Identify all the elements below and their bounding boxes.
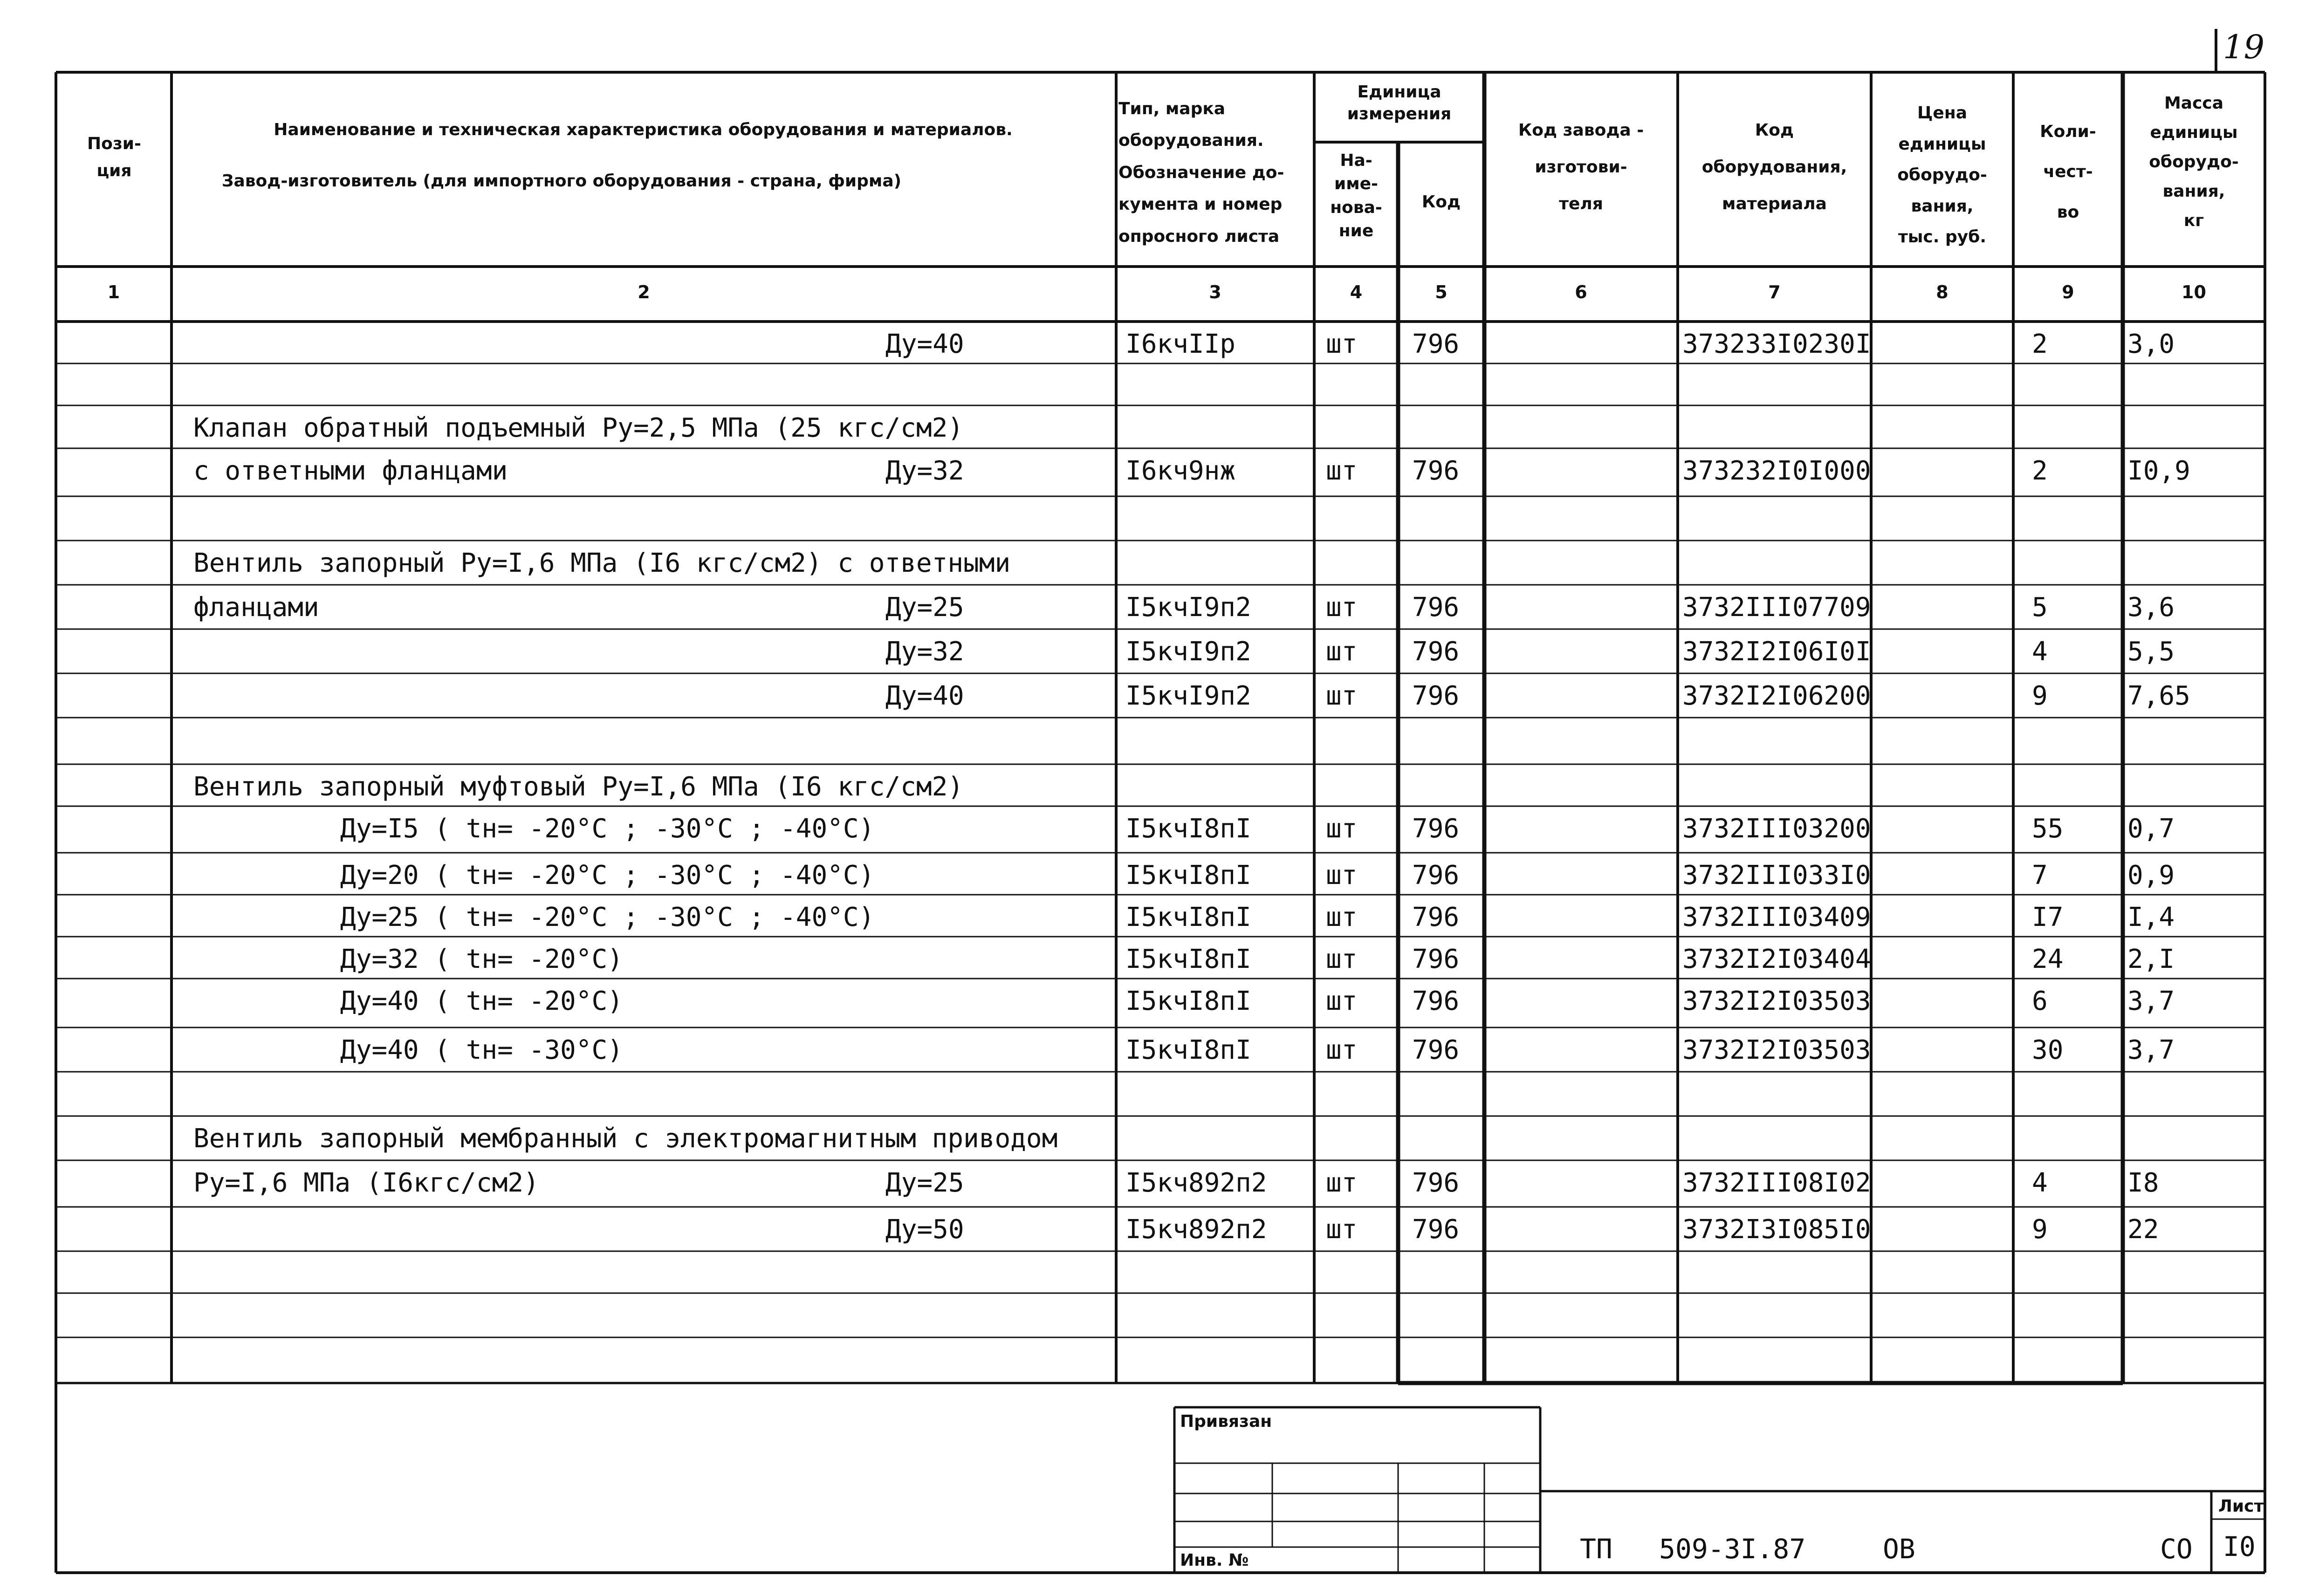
header-mass: Масса единицы оборудо- вания, кг [2149, 94, 2239, 230]
col-num-6: 6 [1575, 282, 1587, 302]
page-number: 19 [2223, 28, 2265, 66]
row-unit-code: 796 [1412, 860, 1460, 890]
row-mass: 3,7 [2127, 986, 2175, 1016]
col-num-10: 10 [2182, 282, 2206, 302]
row-type: I5кчI9п2 [1125, 637, 1251, 667]
row-equipment-code: 3732I3I085I0 [1682, 1214, 1871, 1245]
col-num-2: 2 [638, 282, 650, 302]
row-quantity: 24 [2032, 944, 2064, 974]
row-equipment-code: 373232I0I000 [1682, 456, 1871, 486]
header-type: Тип, марка оборудования. Обозначение до- кумента и номер опросного листа [1118, 99, 1284, 246]
row-unit: шт [1326, 592, 1358, 623]
row-unit: шт [1326, 329, 1358, 359]
row-mass: 5,5 [2127, 637, 2175, 667]
row-mass: 22 [2127, 1214, 2159, 1245]
inventory-label: Инв. № [1180, 1551, 1249, 1570]
row-mass: 7,65 [2127, 681, 2190, 711]
header-equipment-code: Код оборудования, материала [1701, 121, 1847, 214]
row-unit-code: 796 [1412, 1035, 1460, 1065]
row-type: I5кчI9п2 [1125, 681, 1251, 711]
row-quantity: 2 [2032, 456, 2048, 486]
row-type: I5кч892п2 [1125, 1214, 1267, 1245]
row-unit-code: 796 [1412, 944, 1460, 974]
header-name-line1: Наименование и техническая характеристика оборудования и материалов. [274, 120, 1013, 139]
row-mass: 0,7 [2127, 814, 2175, 844]
doc-prefix: ТП [1580, 1533, 1612, 1565]
row-equipment-code: 373233I0230I [1682, 329, 1871, 359]
section-code: СО [2160, 1533, 2193, 1565]
row-mass: I8 [2127, 1168, 2159, 1198]
row-quantity: 5 [2032, 592, 2048, 623]
row-type: I5кчI8пI [1125, 860, 1251, 890]
row-quantity: 6 [2032, 986, 2048, 1016]
row-unit-code: 796 [1412, 456, 1460, 486]
col-num-3: 3 [1209, 282, 1221, 302]
row-unit-code: 796 [1412, 637, 1460, 667]
row-equipment-code: 3732I2I06200 [1682, 681, 1871, 711]
row-name: Вентиль запорный мембранный с электромагнитным приводом [193, 1123, 1058, 1154]
row-type: I5кчI8пI [1125, 986, 1251, 1016]
row-quantity: 30 [2032, 1035, 2064, 1065]
row-name: Ду=32 ( tн= -20°C) [340, 944, 623, 974]
sheet-label: Лист [2218, 1497, 2264, 1516]
row-unit-code: 796 [1412, 902, 1460, 932]
row-equipment-code: 3732III08I02 [1682, 1168, 1871, 1198]
row-unit: шт [1326, 814, 1358, 844]
row-type: I5кчI8пI [1125, 902, 1251, 932]
row-diameter: Ду=40 [885, 681, 964, 711]
row-quantity: 4 [2032, 1168, 2048, 1198]
header-unit-name: На- име- нова- ние [1330, 151, 1382, 241]
row-unit: шт [1326, 1214, 1358, 1245]
row-unit: шт [1326, 456, 1358, 486]
row-unit: шт [1326, 986, 1358, 1016]
row-unit-code: 796 [1412, 681, 1460, 711]
bound-label: Привязан [1180, 1412, 1272, 1431]
header-position: Пози- ция [87, 134, 141, 180]
row-equipment-code: 3732I2I06I0I [1682, 637, 1871, 667]
row-unit-code: 796 [1412, 814, 1460, 844]
row-quantity: 55 [2032, 814, 2064, 844]
row-equipment-code: 3732III03200 [1682, 814, 1871, 844]
row-quantity: 7 [2032, 860, 2048, 890]
row-equipment-code: 3732I2I03503 [1682, 1035, 1871, 1065]
row-unit-code: 796 [1412, 592, 1460, 623]
doc-number: 509-3I.87 [1659, 1533, 1806, 1565]
header-name-line2: Завод-изготовитель (для импортного оборудования - страна, фирма) [221, 171, 902, 191]
row-type: I6кч9нж [1125, 456, 1236, 486]
row-mass: 3,6 [2127, 592, 2175, 623]
row-name: Вентиль запорный Ру=I,6 МПа (I6 кгс/см2) с ответными [193, 548, 1011, 578]
header-unit-group: Единица измерения [1347, 82, 1452, 123]
row-mass: I,4 [2127, 902, 2175, 932]
row-quantity: 9 [2032, 681, 2048, 711]
row-name: Ду=40 [885, 329, 964, 359]
row-quantity: I7 [2032, 902, 2064, 932]
row-equipment-code: 3732I2I03404 [1682, 944, 1871, 974]
row-name: с ответными фланцами [193, 456, 508, 486]
row-equipment-code: 3732III03409 [1682, 902, 1871, 932]
row-name: Ду=25 ( tн= -20°C ; -30°C ; -40°C) [340, 902, 875, 932]
col-num-8: 8 [1936, 282, 1948, 302]
row-quantity: 4 [2032, 637, 2048, 667]
row-unit-code: 796 [1412, 1214, 1460, 1245]
col-num-4: 4 [1350, 282, 1363, 302]
col-num-1: 1 [107, 282, 120, 302]
row-name: Ду=40 ( tн= -20°C) [340, 986, 623, 1016]
sheet-number: I0 [2223, 1531, 2256, 1562]
row-name: Клапан обратный подъемный Ру=2,5 МПа (25 кгс/см2) [193, 413, 964, 443]
row-unit-code: 796 [1412, 329, 1460, 359]
row-diameter: Ду=32 [885, 637, 964, 667]
row-mass: 3,7 [2127, 1035, 2175, 1065]
row-unit: шт [1326, 1035, 1358, 1065]
header-price: Цена единицы оборудо- вания, тыс. руб. [1897, 103, 1987, 247]
row-diameter: Ду=32 [885, 456, 964, 486]
row-name: Вентиль запорный муфтовый Ру=I,6 МПа (I6 кгс/см2) [193, 772, 964, 802]
row-type: I5кчI8пI [1125, 944, 1251, 974]
row-quantity: 9 [2032, 1214, 2048, 1245]
row-unit: шт [1326, 681, 1358, 711]
row-unit: шт [1326, 860, 1358, 890]
header-factory-code: Код завода - изготови- теля [1518, 121, 1644, 214]
row-quantity: 2 [2032, 329, 2048, 359]
col-num-9: 9 [2062, 282, 2074, 302]
row-unit-code: 796 [1412, 986, 1460, 1016]
row-mass: I0,9 [2127, 456, 2190, 486]
header-quantity: Коли- чест- во [2040, 122, 2096, 222]
row-unit-code: 796 [1412, 1168, 1460, 1198]
row-diameter: Ду=50 [885, 1214, 964, 1245]
row-mass: 3,0 [2127, 329, 2175, 359]
col-num-7: 7 [1768, 282, 1781, 302]
row-equipment-code: 3732I2I03503 [1682, 986, 1871, 1016]
row-name: Ру=I,6 МПа (I6кгс/см2) [193, 1168, 539, 1198]
row-type: I5кчI8пI [1125, 1035, 1251, 1065]
row-diameter: Ду=25 [885, 1168, 964, 1198]
row-name: Ду=20 ( tн= -20°C ; -30°C ; -40°C) [340, 860, 875, 890]
row-type: I6кчIIр [1125, 329, 1236, 359]
header-unit-code: Код [1421, 192, 1461, 212]
row-name: Ду=40 ( tн= -30°C) [340, 1035, 623, 1065]
row-diameter: Ду=25 [885, 592, 964, 623]
row-type: I5кчI9п2 [1125, 592, 1251, 623]
row-name: фланцами [193, 592, 319, 623]
row-unit: шт [1326, 1168, 1358, 1198]
row-type: I5кч892п2 [1125, 1168, 1267, 1198]
row-mass: 0,9 [2127, 860, 2175, 890]
row-unit: шт [1326, 637, 1358, 667]
row-equipment-code: 3732III033I0 [1682, 860, 1871, 890]
row-unit: шт [1326, 902, 1358, 932]
row-unit: шт [1326, 944, 1358, 974]
row-name: Ду=I5 ( tн= -20°C ; -30°C ; -40°C) [340, 814, 875, 844]
row-type: I5кчI8пI [1125, 814, 1251, 844]
row-mass: 2,I [2127, 944, 2175, 974]
doc-suffix: ОВ [1883, 1533, 1915, 1565]
col-num-5: 5 [1435, 282, 1448, 302]
row-equipment-code: 3732III07709 [1682, 592, 1871, 623]
